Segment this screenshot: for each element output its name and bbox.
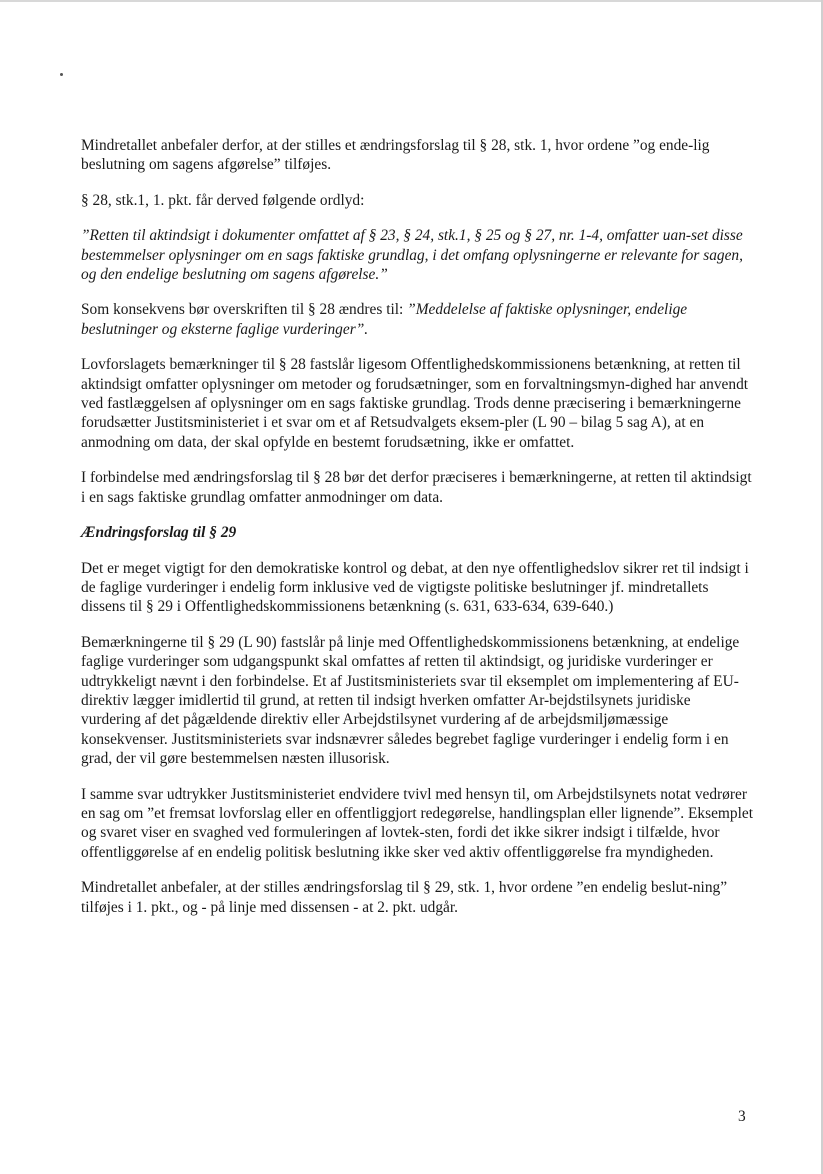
paragraph-heading-change bbox=[81, 300, 753, 339]
paragraph-recommendation-28: Mindretallet anbefaler derfor, at der stilles et ændringsforslag til § 28, stk. 1, hvor ordene ”og ende-lig beslutning om sagens afgørelse” tilføjes. bbox=[81, 137, 710, 174]
page-number: 3 bbox=[738, 1108, 746, 1125]
scan-speck bbox=[60, 73, 63, 76]
scan-edge-top bbox=[0, 0, 823, 2]
paragraph-proposed-wording: ”Retten til aktindsigt i dokumenter omfattet af § 23, § 24, stk.1, § 25 og § 27, nr. 1-4, omfatter uan-set disse bestemmelser oplysninger om en sags faktiske grundlag, i det omfang oplysningerne er relevante for sagen, og den endelige beslutning om sagens afgørelse.” bbox=[81, 227, 743, 284]
paragraph-heading-change-quote: ”Meddelelse af faktiske oplysninger, endelige beslutninger og eksterne faglige vurderinger”. bbox=[81, 301, 688, 338]
paragraph-ministry-doubt: I samme svar udtrykker Justitsministeriet endvidere tvivl med hensyn til, om Arbejdstilsynets notat vedrører en sag om ”et fremsat lovforslag eller en offentliggjort redegørelse, handlingsplan eller lignende”. Eksemplet og svaret viser en svaghed ved formuleringen af lovtek-sten, fordi det ikke sikrer indsigt i tilfælde, hvor offentliggørelse af en endelig politisk beslutning ikke sker ved aktiv offentliggørelse fra myndigheden. bbox=[81, 785, 753, 861]
paragraph-heading-change-text: Som konsekvens bør overskriften til § 28 ændres til: bbox=[81, 301, 408, 319]
paragraph-wording-intro: § 28, stk.1, 1. pkt. får derved følgende ordlyd: bbox=[81, 191, 365, 209]
paragraph-democratic-control: Det er meget vigtigt for den demokratiske kontrol og debat, at den nye offentlighedslov sikrer ret til indsigt i de faglige vurderinger i endelig form inklusive ved de vigtigste politiske beslutninger jf. mindretallets dissens til § 29 i Offentlighedskommissionens betænkning (s. 631, 633-634, 639-640.) bbox=[81, 559, 749, 616]
paragraph-recommendation-29: Mindretallet anbefaler, at der stilles ændringsforslag til § 29, stk. 1, hvor ordene ”en endelig beslut-ning” tilføjes i 1. pkt., og - på linje med dissensen - at 2. pkt. udgår. bbox=[81, 879, 728, 916]
section-heading-29: Ændringsforslag til § 29 bbox=[81, 524, 237, 542]
paragraph-bill-remarks-28: Lovforslagets bemærkninger til § 28 fastslår ligesom Offentlighedskommissionens betænkning, at retten til aktindsigt omfatter oplysninger om metoder og forudsætninger, som en forvaltningsmyn-dighed har anvendt ved fastlæggelsen af oplysninger om en sags faktiske grundlag. Trods denne præcisering i bemærkningerne forudsætter Justitsministeriet i et svar om et af Retsudvalgets eksem-pler (L 90 – bilag 5 sag A), at en anmodning om data, der skal opfylde en bestemt forudsætning, ikke er omfattet. bbox=[81, 356, 749, 451]
paragraph-bill-remarks-29: Bemærkningerne til § 29 (L 90) fastslår på linje med Offentlighedskommissionens betænkning, at endelige faglige vurderinger som udgangspunkt skal omfattes af retten til aktindsigt, og juridiske vurderinger er udtrykkeligt nævnt i den forbindelse. Et af Justitsministeriets svar til eksemplet om implementering af EU-direktiv lægger imidlertid til grund, at retten til indsigt hverken omfatter Ar-bejdstilsynets juridiske vurdering af det pågældende direktiv eller Arbejdstilsynet vurdering af de arbejdsmiljømæssige konsekvenser. Justitsministeriets svar indsnævrer således begrebet faglige vurderinger i endelig form i en grad, der vil gøre bestemmelsen næsten illusorisk. bbox=[81, 633, 740, 768]
paragraph-data-requests: I forbindelse med ændringsforslag til § 28 bør det derfor præciseres i bemærkningerne, at retten til aktindsigt i en sags faktiske grundlag omfatter anmodninger om data. bbox=[81, 469, 752, 506]
document-body bbox=[81, 136, 753, 933]
